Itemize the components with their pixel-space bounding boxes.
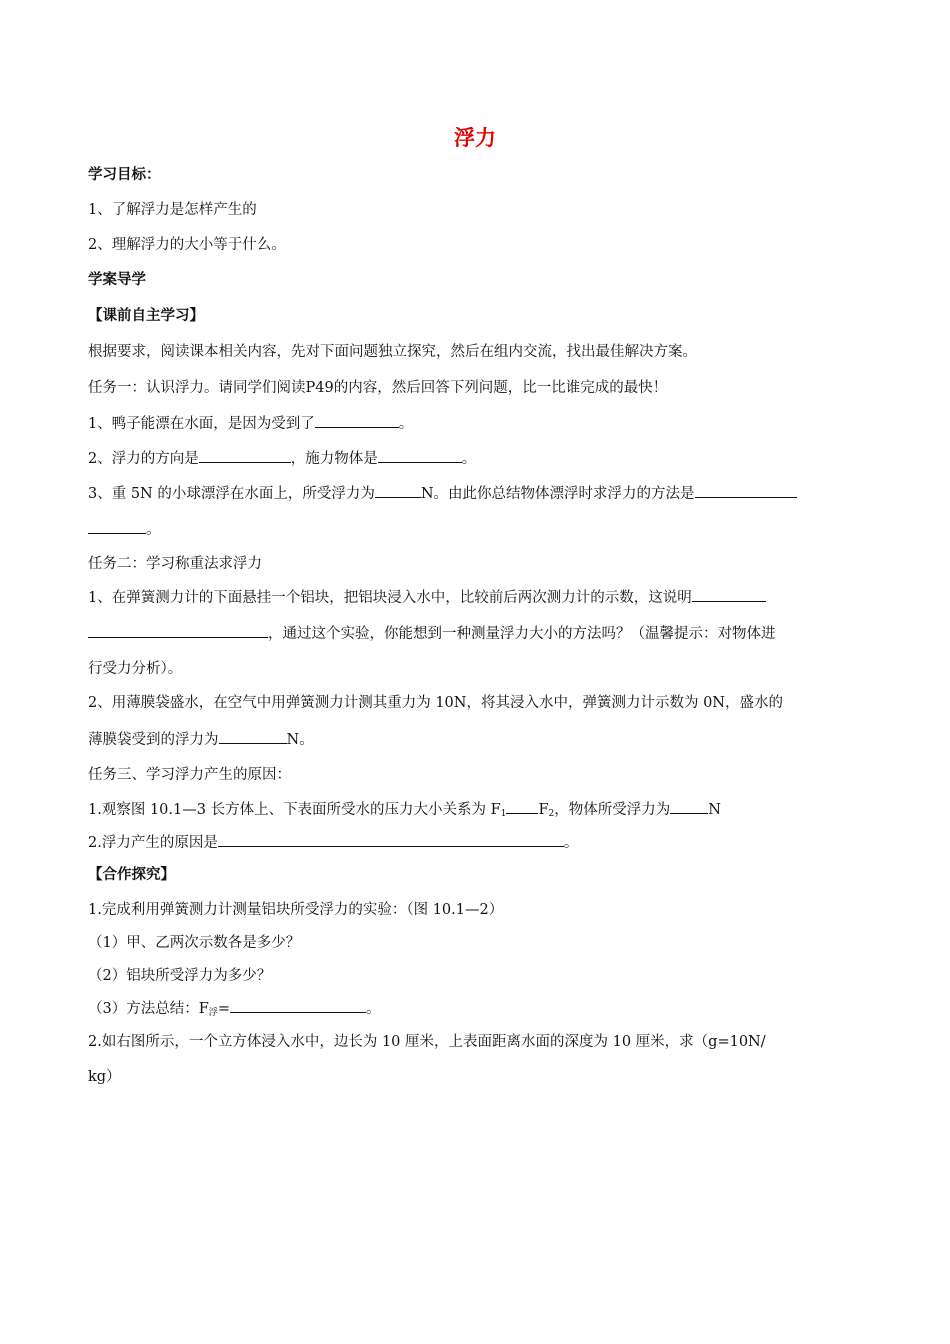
answer-blank[interactable]	[218, 832, 564, 847]
coop-question-1: 1.完成利用弹簧测力计测量铝块所受浮力的实验：（图 10.1—2）	[88, 902, 504, 918]
pre-study-intro: 根据要求，阅读课本相关内容，先对下面问题独立探究，然后在组内交流，找出最佳解决方案。	[88, 344, 697, 360]
pre-study-heading: 【课前自主学习】	[88, 308, 204, 324]
task3-title: 任务三、学习浮力产生的原因：	[88, 767, 291, 783]
answer-blank[interactable]	[375, 483, 421, 498]
objectives-heading: 学习目标：	[88, 167, 161, 183]
task1-question-2: 2、浮力的方向是 ，施力物体是 。	[88, 448, 866, 470]
task3-question-2: 2.浮力产生的原因是 。	[88, 832, 866, 854]
answer-blank[interactable]	[219, 729, 287, 744]
answer-blank[interactable]	[695, 483, 797, 498]
task1-question-3: 3、重 5N 的小球漂浮在水面上，所受浮力为 N。由此你总结物体漂浮时求浮力的方法是	[88, 483, 866, 505]
task2-question-1-cont: ，通过这个实验，你能想到一种测量浮力大小的方法吗？（温馨提示：对物体进	[88, 623, 866, 645]
answer-blank[interactable]	[506, 799, 538, 814]
objective-item: 2、理解浮力的大小等于什么。	[88, 237, 286, 253]
task1-question-3-cont: 。	[88, 519, 866, 541]
coop-question-1-1: （1）甲、乙两次示数各是多少？	[88, 935, 301, 951]
task2-title: 任务二：学习称重法求浮力	[88, 556, 262, 572]
task2-question-1-end: 行受力分析）。	[88, 661, 183, 677]
answer-blank[interactable]	[199, 448, 291, 463]
coop-question-2: 2.如右图所示，一个立方体浸入水中，边长为 10 厘米，上表面距离水面的深度为 10 厘米，求（g=10N/	[88, 1034, 766, 1050]
task2-question-2: 2、用薄膜袋盛水，在空气中用弹簧测力计测其重力为 10N，将其浸入水中，弹簧测力计示数为 0N，盛水的	[88, 695, 783, 711]
page-title: 浮力	[454, 126, 496, 150]
coop-question-1-2: （2）铝块所受浮力为多少？	[88, 968, 272, 984]
task3-question-1: 1.观察图 10.1—3 长方体上、下表面所受水的压力大小关系为 $F_1$ $F_2$，物体所受浮力为 N	[88, 799, 866, 825]
task2-question-2-cont: 薄膜袋受到的浮力为 N。	[88, 729, 866, 751]
coop-question-2-cont: kg）	[88, 1069, 121, 1085]
coop-question-1-3: （3）方法总结：$F_浮=$ 。	[88, 998, 866, 1024]
answer-blank[interactable]	[670, 799, 708, 814]
answer-blank[interactable]	[378, 448, 462, 463]
task2-question-1: 1、在弹簧测力计的下面悬挂一个铝块，把铝块浸入水中，比较前后两次测力计的示数，这说明	[88, 587, 866, 609]
answer-blank[interactable]	[88, 519, 146, 534]
task1-question-1: 1、鸭子能漂在水面，是因为受到了 。	[88, 413, 866, 435]
guide-heading: 学案导学	[88, 272, 146, 288]
objective-item: 1、了解浮力是怎样产生的	[88, 202, 257, 218]
answer-blank[interactable]	[88, 623, 268, 638]
answer-blank[interactable]	[230, 998, 366, 1013]
answer-blank[interactable]	[692, 587, 766, 602]
task1-title: 任务一：认识浮力。请同学们阅读P49的内容，然后回答下列问题，比一比谁完成的最快！	[88, 380, 668, 396]
coop-heading: 【合作探究】	[88, 867, 175, 883]
answer-blank[interactable]	[315, 413, 399, 428]
